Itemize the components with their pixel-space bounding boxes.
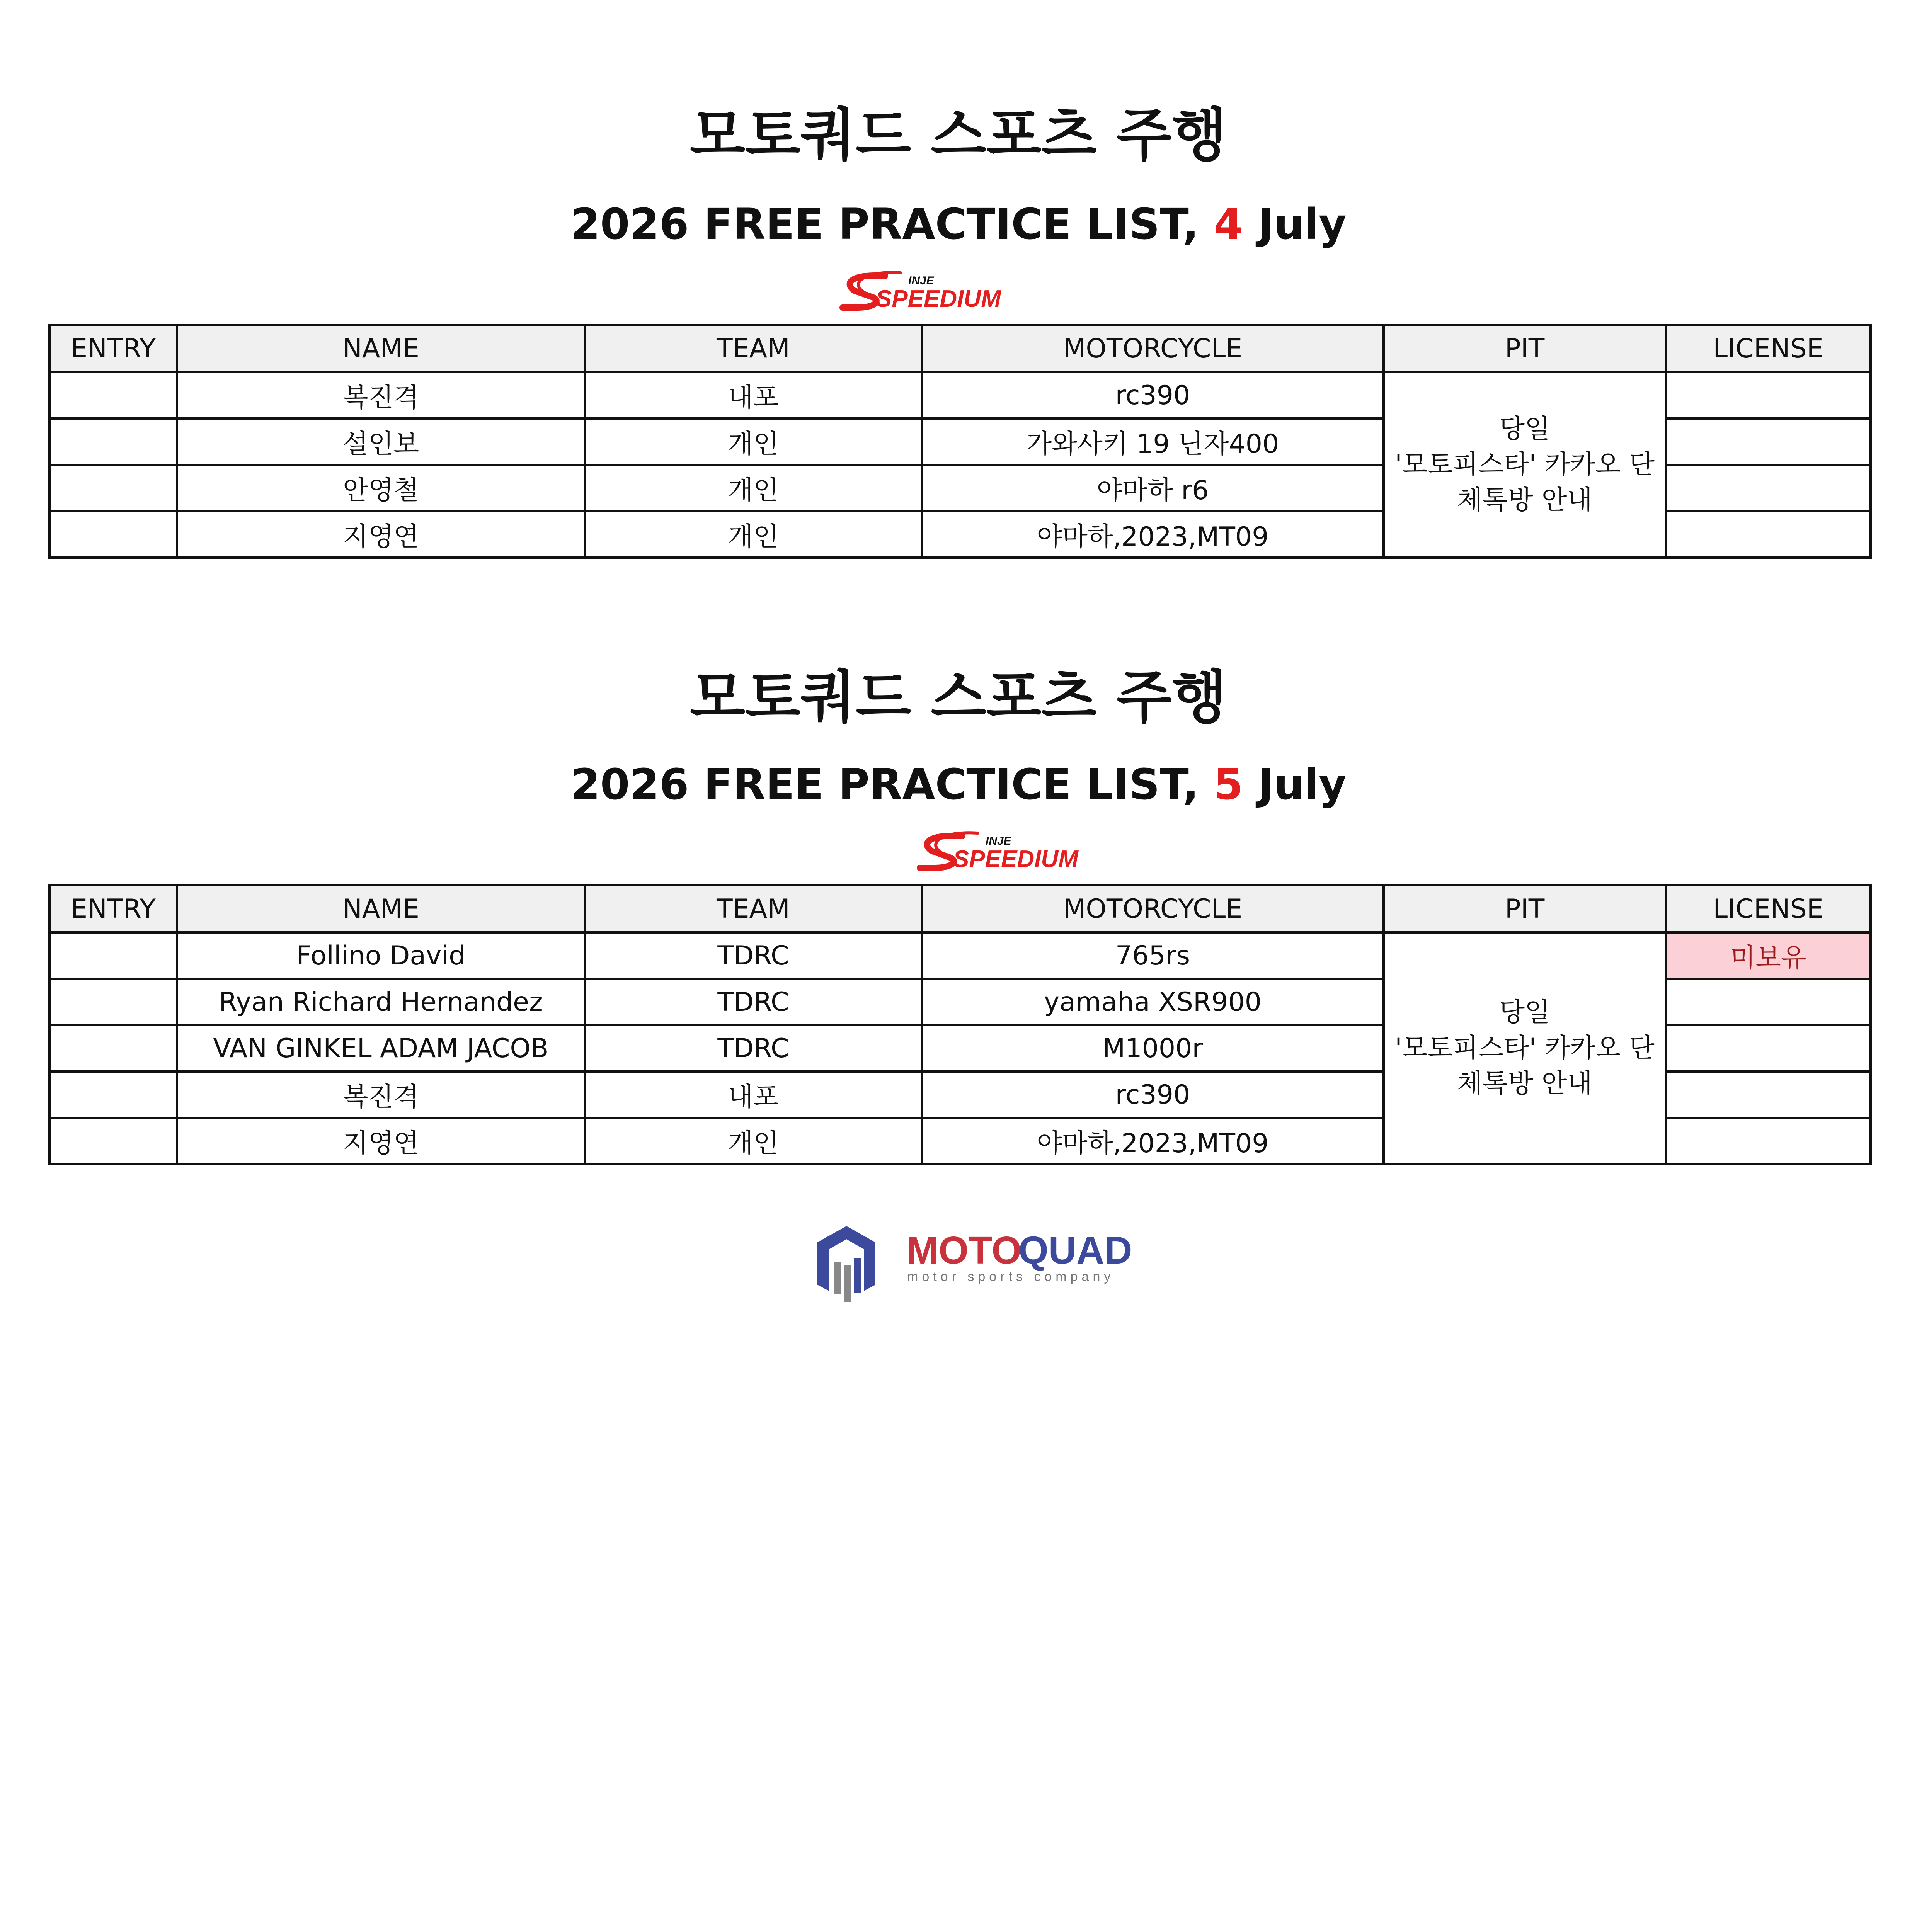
table-row (49, 932, 1871, 979)
name-cell: 안영철 (177, 465, 585, 511)
col-header-team: TEAM (585, 885, 922, 932)
col-header-entry: ENTRY (49, 885, 177, 932)
motorcycle-cell: yamaha XSR900 (922, 979, 1384, 1025)
license-cell (1666, 372, 1871, 418)
table-header-row (49, 325, 1871, 372)
pit-info-text: 당일 '모토피스타' 카카오 단 체톡방 안내 (1395, 997, 1655, 1099)
license-cell (1666, 1025, 1871, 1071)
practice-table-5-july (48, 884, 1872, 1165)
license-status-badge: 미보유 (1666, 932, 1871, 979)
logo-inje-text: INJE (908, 274, 934, 287)
table-row (49, 372, 1871, 418)
motorcycle-cell: 야마하 r6 (922, 465, 1384, 511)
motorcycle-cell: 가와사키 19 닌자400 (922, 418, 1384, 465)
logo-inje-text: INJE (986, 835, 1011, 847)
motorcycle-cell: 765rs (922, 932, 1384, 979)
license-cell (1666, 511, 1871, 558)
motoquad-logo (810, 1219, 1169, 1312)
entry-cell (49, 1025, 177, 1071)
motorcycle-cell: rc390 (922, 372, 1384, 418)
team-cell: 개인 (585, 511, 922, 558)
team-cell: 개인 (585, 1118, 922, 1164)
name-cell: 복진격 (177, 372, 585, 418)
pit-cell (1384, 932, 1666, 1164)
col-header-team: TEAM (585, 325, 922, 372)
col-header-license: LICENSE (1666, 885, 1871, 932)
col-header-motorcycle: MOTORCYCLE (922, 885, 1384, 932)
logo-speedium-text: SPEEDIUM (876, 286, 1001, 312)
team-cell: 내포 (585, 372, 922, 418)
motorcycle-cell: M1000r (922, 1025, 1384, 1071)
page-title: 모토쿼드 스포츠 주행 (690, 102, 1227, 168)
subtitle-suffix: July (1243, 760, 1347, 809)
team-cell: 개인 (585, 418, 922, 465)
col-header-entry: ENTRY (49, 325, 177, 372)
motoquad-emblem-icon (817, 1226, 875, 1302)
motorcycle-cell: 야마하,2023,MT09 (922, 1118, 1384, 1164)
entry-cell (49, 372, 177, 418)
logo-word-quad: QUAD (1018, 1229, 1132, 1272)
team-cell: TDRC (585, 979, 922, 1025)
team-cell: 내포 (585, 1071, 922, 1118)
entry-cell (49, 932, 177, 979)
logo-tagline: motor sports company (907, 1269, 1115, 1284)
subtitle-day: 4 (1214, 199, 1243, 249)
name-cell: 복진격 (177, 1071, 585, 1118)
entry-cell (49, 1071, 177, 1118)
subtitle-prefix: 2026 FREE PRACTICE LIST, (570, 199, 1214, 249)
team-cell: TDRC (585, 932, 922, 979)
entry-cell (49, 465, 177, 511)
col-header-pit: PIT (1384, 885, 1666, 932)
pit-cell (1384, 372, 1666, 558)
name-cell: VAN GINKEL ADAM JACOB (177, 1025, 585, 1071)
inje-speedium-logo (839, 270, 1074, 313)
entry-cell (49, 979, 177, 1025)
subtitle-prefix: 2026 FREE PRACTICE LIST, (570, 760, 1214, 809)
name-cell: Ryan Richard Hernandez (177, 979, 585, 1025)
logo-word-moto: MOTO (906, 1229, 1022, 1272)
practice-list-subtitle (0, 759, 1917, 810)
license-cell (1666, 1118, 1871, 1164)
name-cell: 설인보 (177, 418, 585, 465)
page-title: 모토쿼드 스포츠 주행 (690, 664, 1227, 731)
subtitle-suffix: July (1243, 199, 1347, 249)
license-cell (1666, 465, 1871, 511)
motorcycle-cell: 야마하,2023,MT09 (922, 511, 1384, 558)
practice-table-4-july (48, 324, 1872, 559)
inje-speedium-logo (916, 831, 1152, 873)
license-cell (1666, 418, 1871, 465)
name-cell: 지영연 (177, 1118, 585, 1164)
logo-speedium-text: SPEEDIUM (953, 846, 1078, 872)
name-cell: 지영연 (177, 511, 585, 558)
col-header-motorcycle: MOTORCYCLE (922, 325, 1384, 372)
practice-list-subtitle (0, 199, 1917, 249)
team-cell: 개인 (585, 465, 922, 511)
col-header-license: LICENSE (1666, 325, 1871, 372)
name-cell: Follino David (177, 932, 585, 979)
entry-cell (49, 511, 177, 558)
col-header-pit: PIT (1384, 325, 1666, 372)
motorcycle-cell: rc390 (922, 1071, 1384, 1118)
col-header-name: NAME (177, 885, 585, 932)
license-cell (1666, 979, 1871, 1025)
license-cell (1666, 1071, 1871, 1118)
entry-cell (49, 1118, 177, 1164)
col-header-name: NAME (177, 325, 585, 372)
entry-cell (49, 418, 177, 465)
pit-info-text: 당일 '모토피스타' 카카오 단 체톡방 안내 (1395, 414, 1655, 515)
team-cell: TDRC (585, 1025, 922, 1071)
subtitle-day: 5 (1214, 760, 1243, 809)
table-header-row (49, 885, 1871, 932)
